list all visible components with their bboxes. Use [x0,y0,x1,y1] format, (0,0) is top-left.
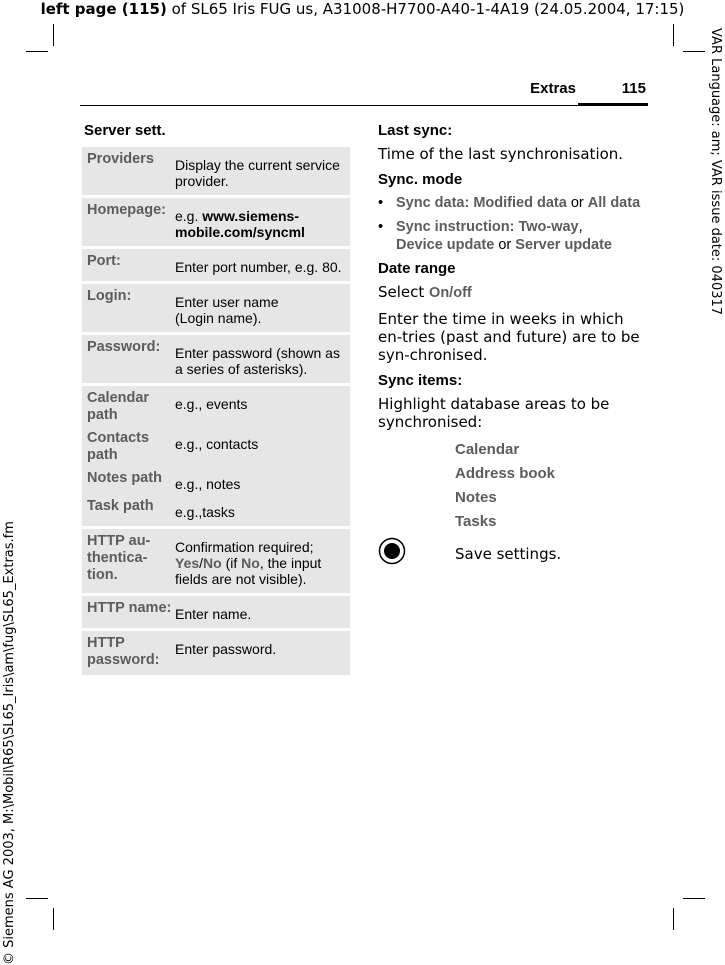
header-rule-thick [578,103,648,106]
header-rule [80,105,648,106]
bullet-dot: • [378,219,384,235]
value-text: Confirmation required; [175,539,314,555]
row-key: Password: [87,339,161,355]
save-settings-text: Save settings. [455,544,562,563]
or-text: or [494,237,516,253]
row-value: Enter name. [175,606,252,622]
table-row [82,335,350,383]
date-range-title: Date range [378,260,456,277]
value-text: (if [221,555,242,571]
row-key: Login: [87,288,132,304]
row-value: Enter password (shown as a series of asterisks). [175,345,340,377]
row-key: Homepage: [87,202,166,218]
crop-mark [683,51,705,52]
table-row [82,631,350,675]
table-row [82,198,350,246]
row-key: Calendar path [87,390,150,423]
section-title: Extras [530,80,576,97]
value-text: , the input fields are not visible). [175,555,322,587]
server-settings-title: Server sett. [84,122,166,139]
row-key: Contacts path [87,430,150,463]
row-value: Enter password. [175,641,277,657]
sync-item-notes: Notes [455,489,497,506]
row-key: Port: [87,253,121,269]
print-header-rest: of SL65 Iris FUG us, A31008-H7700-A40-1-4A19 (24.05.2004, 17:15) [166,0,685,18]
sync-items-text: Highlight database areas to be synchronised: [378,395,610,431]
option-label: Sync instruction: Two-way [396,219,579,235]
crop-mark [26,51,48,52]
row-key: Task path [87,498,154,514]
no-option: No [241,555,260,571]
table-row [82,529,350,593]
row-value: e.g., contacts [175,436,259,452]
option-label: Sync data: Modified data [396,195,567,211]
save-settings-row [378,537,648,570]
table-row [82,494,350,526]
row-key: Providers [87,151,154,167]
no-option: No [203,555,222,571]
table-row [82,147,350,195]
slash: / [199,555,204,571]
last-sync-title: Last sync: [378,122,453,139]
list-item [378,218,648,254]
page-number: 115 [621,80,646,97]
crop-mark [673,24,674,46]
comma: , [578,219,583,235]
table-row [82,466,350,494]
crop-mark [683,898,705,899]
sync-mode-title: Sync. mode [378,171,463,188]
crop-mark [673,908,674,930]
table-row [82,284,350,332]
print-header [0,0,725,18]
sync-items-title: Sync items: [378,372,463,389]
bullet-dot: • [378,195,384,211]
page-header [80,80,648,106]
row-key: Notes path [87,470,162,486]
crop-mark [53,908,54,930]
date-range-select [378,283,648,302]
option-label: Server update [515,237,612,253]
row-value: Enter port number, e.g. 80. [175,259,342,275]
row-value: e.g., events [175,396,248,412]
sync-item-tasks: Tasks [455,513,497,530]
bullet-text [396,194,640,212]
sync-settings-section [378,122,648,570]
select-text: Select [378,283,430,301]
crop-mark [26,898,48,899]
row-key: HTTP password: [87,635,160,668]
print-header-bold: left page (115) [40,0,167,18]
table-row [82,386,350,426]
value-prefix: e.g. [175,208,203,224]
row-value [175,202,350,240]
option-label: Device update [396,237,495,253]
row-key: HTTP au-thentica-tion. [87,533,151,583]
server-settings-table [82,147,350,675]
or-text: or [566,195,588,211]
table-row [82,426,350,466]
row-key: HTTP name: [87,600,172,616]
server-settings-section [82,122,352,678]
row-value: e.g.,tasks [175,504,235,520]
on-off-option: On/off [429,285,472,301]
yes-option: Yes [175,555,200,571]
crop-mark [53,24,54,46]
bullet-text [396,218,612,254]
side-text-left: © Siemens AG 2003, M:\Mobil\R65\SL65_Iris\am\fug\SL65_Extras.fm [2,521,17,965]
homepage-url: www.siemens-mobile.com/syncml [175,208,305,240]
side-text-right: VAR Language: am; VAR issue date: 040317 [708,28,723,316]
row-value: Display the current service provider. [175,157,340,189]
list-item [378,194,648,212]
sync-item-address-book: Address book [455,465,556,482]
last-sync-text: Time of the last synchronisation. [378,145,624,163]
row-value: e.g., notes [175,476,241,492]
date-range-text: Enter the time in weeks in which en-tries (past and future) are to be syn-chronised. [378,310,640,364]
table-row [82,596,350,628]
row-value: Enter user name (Login name). [175,294,279,326]
sync-item-calendar: Calendar [455,441,520,458]
table-row [82,249,350,281]
row-value [175,533,350,587]
option-label: All data [587,195,641,211]
navigation-key-icon [378,537,455,570]
